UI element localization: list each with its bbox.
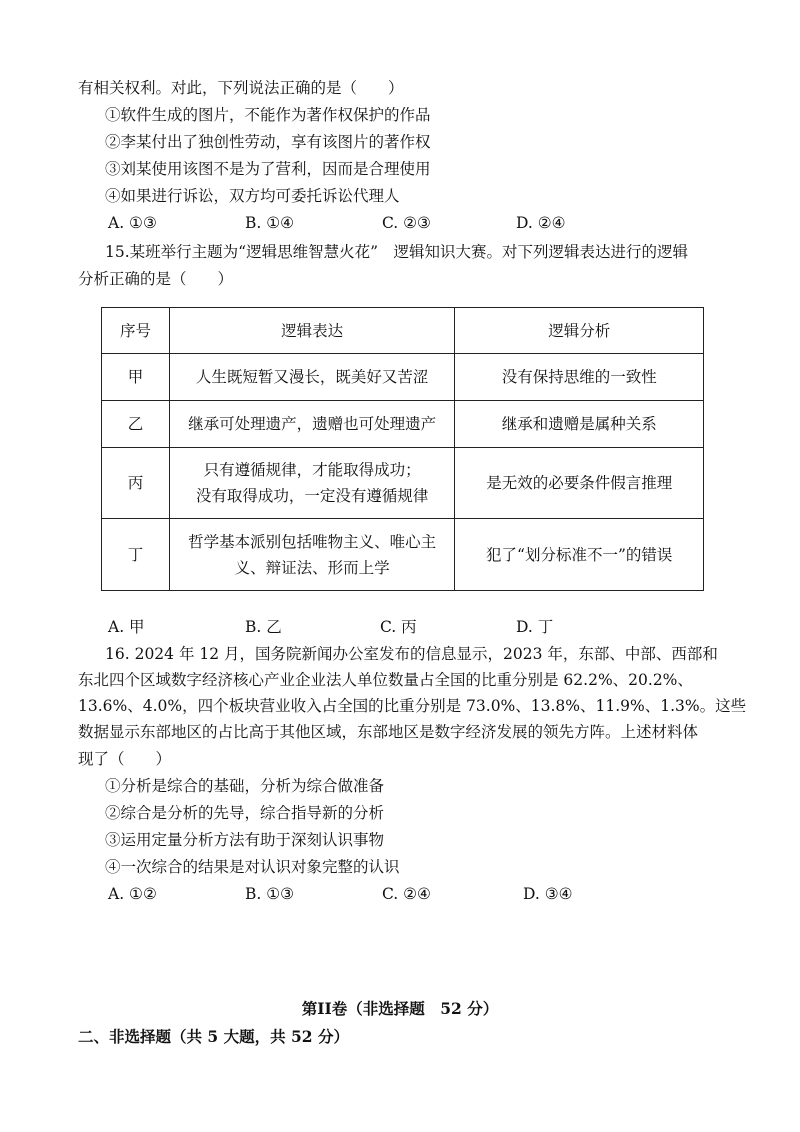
table-header-analysis: 逻辑分析 — [455, 308, 704, 354]
table-row — [102, 519, 704, 591]
q16-item-2: ②综合是分析的先导，综合指导新的分析 — [105, 804, 385, 822]
q16-stem-line-5: 现了（ ） — [78, 750, 172, 768]
q16-item-3: ③运用定量分析方法有助于深刻认识事物 — [105, 831, 385, 849]
q14-item-3: ③刘某使用该图不是为了营利，因而是合理使用 — [105, 160, 431, 178]
row-expression — [169, 448, 454, 519]
q16-option-c: C. ②④ — [382, 885, 431, 903]
row-analysis: 犯了“划分标准不一”的错误 — [455, 519, 704, 591]
q15-stem-line-2: 分析正确的是（ ） — [78, 270, 234, 288]
part2-section-heading: 二、非选择题（共 5 大题，共 52 分） — [78, 1027, 349, 1046]
table-row — [102, 401, 704, 448]
q16-stem-line-1: 16. 2024 年 12 月，国务院新闻办公室发布的信息显示，2023 年，东部、中部、西部和 — [105, 645, 718, 663]
q14-option-a: A. ①③ — [108, 214, 157, 232]
q16-option-a: A. ①② — [108, 885, 157, 903]
row-expression: 继承可处理遗产，遗赠也可处理遗产 — [169, 401, 454, 448]
row-id: 丙 — [102, 448, 170, 519]
q15-option-b: B. 乙 — [245, 618, 282, 636]
table-header-row — [102, 308, 704, 354]
table-row — [102, 448, 704, 519]
row-id: 甲 — [102, 354, 170, 401]
q16-stem-line-2: 东北四个区域数字经济核心产业企业法人单位数量占全国的比重分别是 62.2%、20.2%、 — [78, 671, 693, 689]
table-row — [102, 354, 704, 401]
part2-title: 第II卷（非选择题 52 分） — [301, 999, 499, 1018]
row-expression-line-1: 哲学基本派别包括唯物主义、唯心主 — [188, 532, 437, 551]
q16-item-4: ④一次综合的结果是对认识对象完整的认识 — [105, 858, 400, 876]
table-header-expression: 逻辑表达 — [169, 308, 454, 354]
q15-stem-line-1: 15.某班举行主题为“逻辑思维智慧火花” 逻辑知识大赛。对下列逻辑表达进行的逻辑 — [105, 243, 689, 261]
q14-stem-tail: 有相关权利。对此，下列说法正确的是（ ） — [78, 79, 404, 97]
row-expression — [169, 519, 454, 591]
table-header-id: 序号 — [102, 308, 170, 354]
row-expression-line-1: 只有遵循规律，才能取得成功； — [203, 461, 421, 479]
logic-table — [101, 307, 704, 591]
q14-item-1: ①软件生成的图片，不能作为著作权保护的作品 — [105, 106, 431, 124]
q16-stem-line-4: 数据显示东部地区的占比高于其他区域，东部地区是数字经济发展的领先方阵。上述材料体 — [78, 723, 699, 741]
q15-option-c: C. 丙 — [380, 618, 417, 636]
q16-option-b: B. ①③ — [245, 885, 295, 903]
row-expression-line-2: 义、辩证法、形而上学 — [234, 558, 390, 577]
q16-item-1: ①分析是综合的基础，分析为综合做准备 — [105, 777, 385, 795]
row-analysis: 是无效的必要条件假言推理 — [455, 448, 704, 519]
q16-stem-line-3: 13.6%、4.0%，四个板块营业收入占全国的比重分别是 73.0%、13.8%、11.9%、1.3%。这些 — [78, 697, 747, 715]
q14-item-4: ④如果进行诉讼，双方均可委托诉讼代理人 — [105, 187, 400, 205]
row-id: 乙 — [102, 401, 170, 448]
row-analysis: 继承和遗赠是属种关系 — [455, 401, 704, 448]
q14-option-c: C. ②③ — [382, 214, 431, 232]
q15-option-d: D. 丁 — [516, 618, 554, 636]
q14-option-d: D. ②④ — [516, 214, 566, 232]
q14-option-b: B. ①④ — [245, 214, 295, 232]
q15-option-a: A. 甲 — [108, 618, 145, 636]
row-analysis: 没有保持思维的一致性 — [455, 354, 704, 401]
row-expression-line-2: 没有取得成功，一定没有遵循规律 — [195, 487, 429, 505]
q16-option-d: D. ③④ — [523, 885, 573, 903]
row-expression: 人生既短暂又漫长，既美好又苦涩 — [169, 354, 454, 401]
row-id: 丁 — [102, 519, 170, 591]
q14-item-2: ②李某付出了独创性劳动，享有该图片的著作权 — [105, 133, 431, 151]
